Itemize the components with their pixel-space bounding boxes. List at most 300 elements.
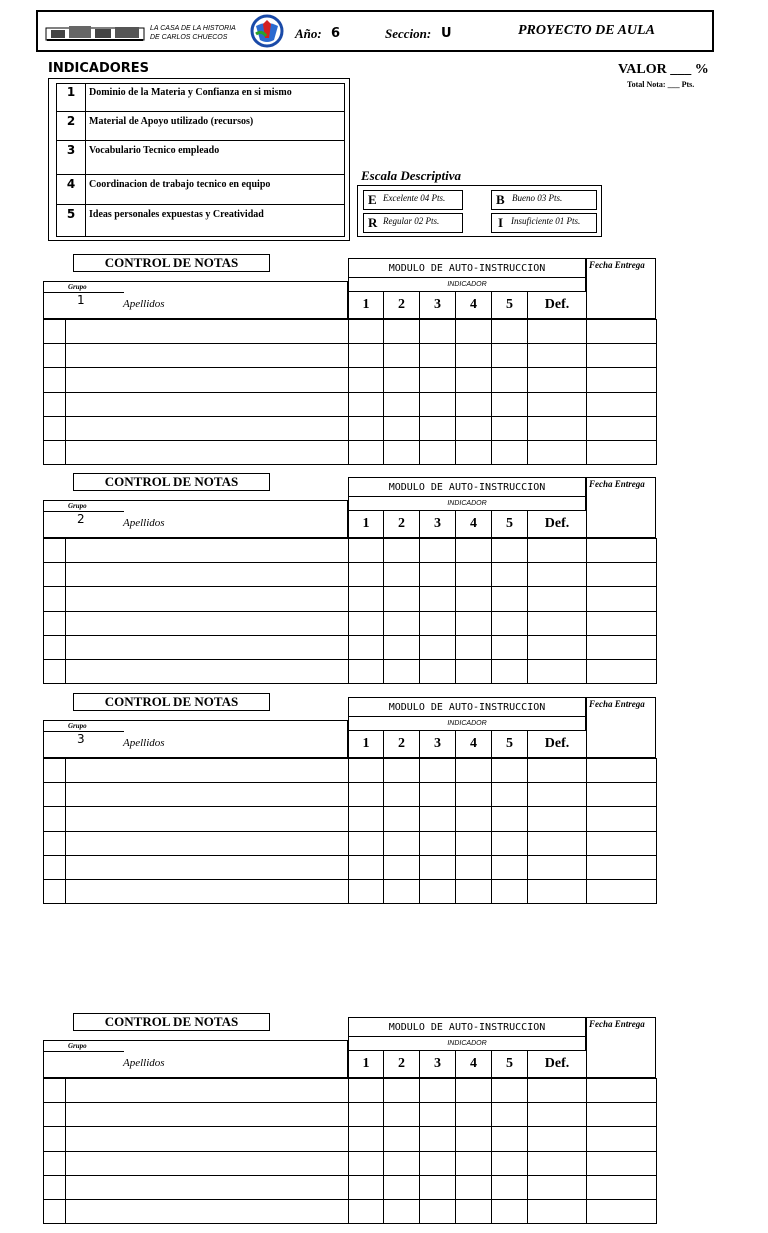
grade-cell[interactable] [491,758,528,783]
grade-cell[interactable] [586,586,657,612]
fecha-entrega-header: Fecha Entrega [586,697,656,758]
escala-item-i [491,213,597,233]
grade-cell[interactable] [586,319,657,344]
escala-desc: Bueno 03 Pts. [512,193,563,203]
grade-cell[interactable] [419,562,456,587]
grade-cell[interactable] [419,1102,456,1127]
row-number-cell[interactable] [43,562,66,587]
grade-cell[interactable] [348,367,384,393]
grade-cell[interactable] [586,831,657,856]
grade-cell[interactable] [527,1102,587,1127]
indicadores-title: INDICADORES [48,61,150,76]
grade-cell[interactable] [419,879,456,904]
indicator-col-header: 2 [383,1050,420,1078]
apellidos-header: Apellidos [123,1057,165,1069]
student-name-cell[interactable] [65,1126,349,1152]
indicator-col-header: Def. [527,1050,587,1078]
grade-cell[interactable] [491,831,528,856]
grade-cell[interactable] [455,1102,492,1127]
grade-cell[interactable] [491,416,528,441]
indicator-col-header: 3 [419,291,456,319]
grade-cell[interactable] [491,343,528,368]
escala-letter: B [496,192,505,207]
row-number-cell[interactable] [43,879,66,904]
grade-cell[interactable] [455,635,492,660]
grade-cell[interactable] [419,1175,456,1200]
grade-cell[interactable] [527,416,587,441]
grade-cell[interactable] [455,538,492,563]
indicator-row [57,140,344,174]
row-number-cell[interactable] [43,1102,66,1127]
indicator-col-header: Def. [527,510,587,538]
grade-cell[interactable] [419,659,456,684]
row-number-cell[interactable] [43,416,66,441]
grade-cell[interactable] [455,758,492,783]
grade-cell[interactable] [491,1102,528,1127]
indicator-row [57,204,344,237]
grade-cell[interactable] [383,855,420,880]
grade-cell[interactable] [527,782,587,807]
indicator-col-header: 3 [419,730,456,758]
grade-cell[interactable] [455,855,492,880]
modulo-title: MODULO DE AUTO-INSTRUCCION [348,1017,586,1037]
grade-cell[interactable] [348,635,384,660]
grade-cell[interactable] [348,416,384,441]
grade-cell[interactable] [348,1126,384,1152]
grade-cell[interactable] [527,635,587,660]
escala-desc: Insuficiente 01 Pts. [511,216,581,226]
grade-cell[interactable] [419,343,456,368]
valor-label: VALOR ___ % [618,62,709,77]
grupo-box [43,281,348,319]
grade-cell[interactable] [527,879,587,904]
grade-cell[interactable] [586,343,657,368]
grade-cell[interactable] [419,392,456,417]
grade-cell[interactable] [419,635,456,660]
grade-cell[interactable] [527,367,587,393]
grade-cell[interactable] [419,782,456,807]
grade-cell[interactable] [383,1199,420,1224]
indicator-col-header: 5 [491,730,528,758]
grade-cell[interactable] [383,659,420,684]
grade-cell[interactable] [586,1151,657,1176]
indicator-text: Material de Apoyo utilizado (recursos) [89,116,254,127]
grade-cell[interactable] [455,806,492,832]
grade-cell[interactable] [348,562,384,587]
indicator-col-header: 4 [455,730,492,758]
student-name-cell[interactable] [65,586,349,612]
proyecto-title: PROYECTO DE AULA [518,23,655,38]
indicator-text: Dominio de la Materia y Confianza en si mismo [89,87,292,98]
grade-cell[interactable] [348,806,384,832]
grade-cell[interactable] [348,343,384,368]
grade-cell[interactable] [348,392,384,417]
indicator-col-header: 2 [383,291,420,319]
grade-cell[interactable] [455,1151,492,1176]
indicador-label: INDICADOR [348,278,586,291]
grade-cell[interactable] [419,440,456,465]
escala-letter: E [368,192,377,207]
student-name-cell[interactable] [65,611,349,636]
grade-cell[interactable] [527,855,587,880]
student-name-cell[interactable] [65,1078,349,1103]
grade-cell[interactable] [419,586,456,612]
indicator-col-header: Def. [527,291,587,319]
indicator-col-header: 1 [348,291,384,319]
grade-cell[interactable] [455,392,492,417]
indicator-col-header: 5 [491,510,528,538]
grade-cell[interactable] [383,416,420,441]
modulo-title: MODULO DE AUTO-INSTRUCCION [348,477,586,497]
indicador-label: INDICADOR [348,1037,586,1050]
grupo-box [43,500,348,538]
grade-cell[interactable] [383,806,420,832]
indicator-col-header: Def. [527,730,587,758]
indicadores-table [56,83,345,237]
grade-cell[interactable] [586,758,657,783]
indicator-row [57,174,344,204]
grade-cell[interactable] [527,538,587,563]
seccion-label: Seccion: [385,26,432,41]
grupo-label: Grupo [68,1042,87,1050]
indicator-text: Vocabulario Tecnico empleado [89,145,220,156]
grade-cell[interactable] [527,562,587,587]
row-number-cell[interactable] [43,392,66,417]
row-number-cell[interactable] [43,1199,66,1224]
grade-cell[interactable] [455,1126,492,1152]
fecha-entrega-header: Fecha Entrega [586,1017,656,1078]
student-name-cell[interactable] [65,635,349,660]
grade-cell[interactable] [348,1175,384,1200]
control-title: CONTROL DE NOTAS [73,693,270,711]
indicator-col-header: 4 [455,510,492,538]
grade-cell[interactable] [383,392,420,417]
grade-cell[interactable] [586,879,657,904]
logo-text-1: LA CASA DE LA HISTORIA [150,25,236,32]
indicator-number: 1 [57,83,86,111]
seccion-value: U [441,26,452,41]
grade-cell[interactable] [383,782,420,807]
grade-cell[interactable] [455,562,492,587]
header-bar [36,10,714,52]
grade-cell[interactable] [348,855,384,880]
row-number-cell[interactable] [43,659,66,684]
grade-cell[interactable] [586,855,657,880]
grade-cell[interactable] [348,879,384,904]
student-name-cell[interactable] [65,782,349,807]
fecha-entrega-header: Fecha Entrega [586,477,656,538]
grade-cell[interactable] [491,806,528,832]
grade-cell[interactable] [383,611,420,636]
student-name-cell[interactable] [65,392,349,417]
grade-cell[interactable] [527,659,587,684]
student-name-cell[interactable] [65,659,349,684]
grade-cell[interactable] [383,319,420,344]
indicator-text: Coordinacion de trabajo tecnico en equipo [89,179,271,190]
grade-cell[interactable] [491,611,528,636]
grade-cell[interactable] [455,319,492,344]
grade-cell[interactable] [527,758,587,783]
grade-cell[interactable] [383,1126,420,1152]
grade-cell[interactable] [419,1078,456,1103]
grade-cell[interactable] [586,392,657,417]
indicator-col-header: 4 [455,291,492,319]
grade-cell[interactable] [586,611,657,636]
row-number-cell[interactable] [43,319,66,344]
row-number-cell[interactable] [43,343,66,368]
indicator-col-header: 3 [419,1050,456,1078]
student-name-cell[interactable] [65,855,349,880]
grupo-box [43,720,348,758]
student-name-cell[interactable] [65,879,349,904]
grade-cell[interactable] [491,635,528,660]
grupo-number: 2 [77,512,85,526]
grade-cell[interactable] [383,1078,420,1103]
grade-cell[interactable] [348,1102,384,1127]
grade-cell[interactable] [383,586,420,612]
row-number-cell[interactable] [43,782,66,807]
grade-cell[interactable] [527,806,587,832]
grade-cell[interactable] [491,538,528,563]
escala-item-e [363,190,463,210]
grade-cell[interactable] [527,392,587,417]
escala-item-b [491,190,597,210]
grade-cell[interactable] [383,758,420,783]
grade-cell[interactable] [348,1199,384,1224]
student-name-cell[interactable] [65,440,349,465]
grade-cell[interactable] [491,659,528,684]
row-number-cell[interactable] [43,1126,66,1152]
grade-cell[interactable] [491,879,528,904]
grade-cell[interactable] [455,879,492,904]
student-name-cell[interactable] [65,538,349,563]
grade-cell[interactable] [419,758,456,783]
grade-cell[interactable] [527,1078,587,1103]
grade-cell[interactable] [586,1175,657,1200]
indicator-col-header: 2 [383,730,420,758]
grade-cell[interactable] [491,367,528,393]
student-name-cell[interactable] [65,1151,349,1176]
grade-cell[interactable] [527,343,587,368]
grade-cell[interactable] [348,659,384,684]
grade-cell[interactable] [348,1078,384,1103]
student-name-cell[interactable] [65,1199,349,1224]
grade-cell[interactable] [419,1199,456,1224]
row-number-cell[interactable] [43,831,66,856]
escala-letter: R [368,215,378,230]
grade-cell[interactable] [491,319,528,344]
grade-cell[interactable] [491,855,528,880]
grade-cell[interactable] [383,1151,420,1176]
escala-frame [357,185,602,237]
student-name-cell[interactable] [65,758,349,783]
grade-cell[interactable] [419,1151,456,1176]
row-number-cell[interactable] [43,1151,66,1176]
indicador-label: INDICADOR [348,497,586,510]
grade-cell[interactable] [419,855,456,880]
grade-cell[interactable] [527,1151,587,1176]
grade-cell[interactable] [348,758,384,783]
grupo-label: Grupo [68,283,87,291]
student-name-cell[interactable] [65,562,349,587]
grade-cell[interactable] [491,1151,528,1176]
grade-cell[interactable] [348,782,384,807]
grade-cell[interactable] [491,392,528,417]
grade-cell[interactable] [383,343,420,368]
escala-title: Escala Descriptiva [361,168,462,183]
ano-value: 6 [331,26,341,41]
indicator-number: 2 [57,112,86,140]
grade-cell[interactable] [586,416,657,441]
student-name-cell[interactable] [65,319,349,344]
grade-cell[interactable] [491,440,528,465]
grade-cell[interactable] [527,319,587,344]
grade-cell[interactable] [383,635,420,660]
row-number-cell[interactable] [43,367,66,393]
grade-cell[interactable] [586,806,657,832]
grade-cell[interactable] [348,831,384,856]
grade-cell[interactable] [383,538,420,563]
indicator-col-header: 5 [491,1050,528,1078]
row-number-cell[interactable] [43,1078,66,1103]
grade-cell[interactable] [419,806,456,832]
grade-cell[interactable] [455,782,492,807]
row-number-cell[interactable] [43,1175,66,1200]
grade-cell[interactable] [455,831,492,856]
grade-cell[interactable] [491,1126,528,1152]
grade-cell[interactable] [586,367,657,393]
grade-cell[interactable] [419,1126,456,1152]
student-name-cell[interactable] [65,1175,349,1200]
grade-cell[interactable] [491,1078,528,1103]
grade-cell[interactable] [527,1126,587,1152]
student-name-cell[interactable] [65,343,349,368]
grade-cell[interactable] [586,1102,657,1127]
grade-cell[interactable] [586,1199,657,1224]
grade-cell[interactable] [455,659,492,684]
student-name-cell[interactable] [65,416,349,441]
grade-cell[interactable] [419,367,456,393]
grade-cell[interactable] [527,1175,587,1200]
grade-cell[interactable] [383,831,420,856]
grade-cell[interactable] [348,440,384,465]
modulo-title: MODULO DE AUTO-INSTRUCCION [348,258,586,278]
control-section [0,254,768,474]
student-name-cell[interactable] [65,1102,349,1127]
grade-cell[interactable] [455,367,492,393]
indicator-col-header: 3 [419,510,456,538]
grade-cell[interactable] [455,1199,492,1224]
grade-cell[interactable] [527,1199,587,1224]
row-number-cell[interactable] [43,538,66,563]
grade-cell[interactable] [419,538,456,563]
indicator-col-header: 4 [455,1050,492,1078]
grade-cell[interactable] [383,1102,420,1127]
grade-cell[interactable] [586,659,657,684]
modulo-title: MODULO DE AUTO-INSTRUCCION [348,697,586,717]
control-section [0,1013,768,1233]
grade-cell[interactable] [586,782,657,807]
row-number-cell[interactable] [43,855,66,880]
escala-item-r [363,213,463,233]
grade-cell[interactable] [455,1078,492,1103]
grupo-box [43,1040,348,1078]
grade-cell[interactable] [491,1175,528,1200]
grupo-number: 1 [77,293,85,307]
grade-cell[interactable] [455,343,492,368]
grade-cell[interactable] [586,635,657,660]
grade-cell[interactable] [419,319,456,344]
row-number-cell[interactable] [43,635,66,660]
total-nota: Total Nota: ___ Pts. [627,80,695,89]
grade-cell[interactable] [491,1199,528,1224]
grade-cell[interactable] [455,416,492,441]
grade-cell[interactable] [527,611,587,636]
row-number-cell[interactable] [43,611,66,636]
grade-cell[interactable] [383,562,420,587]
grade-cell[interactable] [419,611,456,636]
globe-logo-icon [250,14,284,48]
escala-letter: I [498,215,504,230]
control-title: CONTROL DE NOTAS [73,254,270,272]
grade-cell[interactable] [491,562,528,587]
grade-cell[interactable] [419,831,456,856]
student-name-cell[interactable] [65,831,349,856]
logo-text-2: DE CARLOS CHUECOS [150,34,228,41]
grade-cell[interactable] [527,440,587,465]
grade-cell[interactable] [455,611,492,636]
grade-cell[interactable] [527,586,587,612]
indicator-col-header: 1 [348,510,384,538]
grade-cell[interactable] [383,1175,420,1200]
grade-cell[interactable] [348,538,384,563]
grade-cell[interactable] [586,562,657,587]
indicator-col-header: 2 [383,510,420,538]
row-number-cell[interactable] [43,758,66,783]
row-number-cell[interactable] [43,440,66,465]
grade-cell[interactable] [586,538,657,563]
indicator-number: 3 [57,141,86,174]
grade-cell[interactable] [348,1151,384,1176]
grade-cell[interactable] [455,440,492,465]
grade-cell[interactable] [348,319,384,344]
apellidos-header: Apellidos [123,517,165,529]
grade-cell[interactable] [455,1175,492,1200]
row-number-cell[interactable] [43,806,66,832]
grade-cell[interactable] [383,440,420,465]
grade-cell[interactable] [419,416,456,441]
student-name-cell[interactable] [65,367,349,393]
student-name-cell[interactable] [65,806,349,832]
grupo-number: 3 [77,732,85,746]
indicator-number: 5 [57,205,86,237]
indicator-row [57,111,344,140]
grade-cell[interactable] [586,1126,657,1152]
grade-cell[interactable] [491,782,528,807]
row-number-cell[interactable] [43,586,66,612]
grade-cell[interactable] [348,611,384,636]
grade-cell[interactable] [586,1078,657,1103]
apellidos-header: Apellidos [123,737,165,749]
grade-cell[interactable] [455,586,492,612]
grade-cell[interactable] [586,440,657,465]
apellidos-header: Apellidos [123,298,165,310]
grade-cell[interactable] [348,586,384,612]
grade-cell[interactable] [527,831,587,856]
grade-cell[interactable] [383,367,420,393]
grade-cell[interactable] [383,879,420,904]
grade-cell[interactable] [491,586,528,612]
